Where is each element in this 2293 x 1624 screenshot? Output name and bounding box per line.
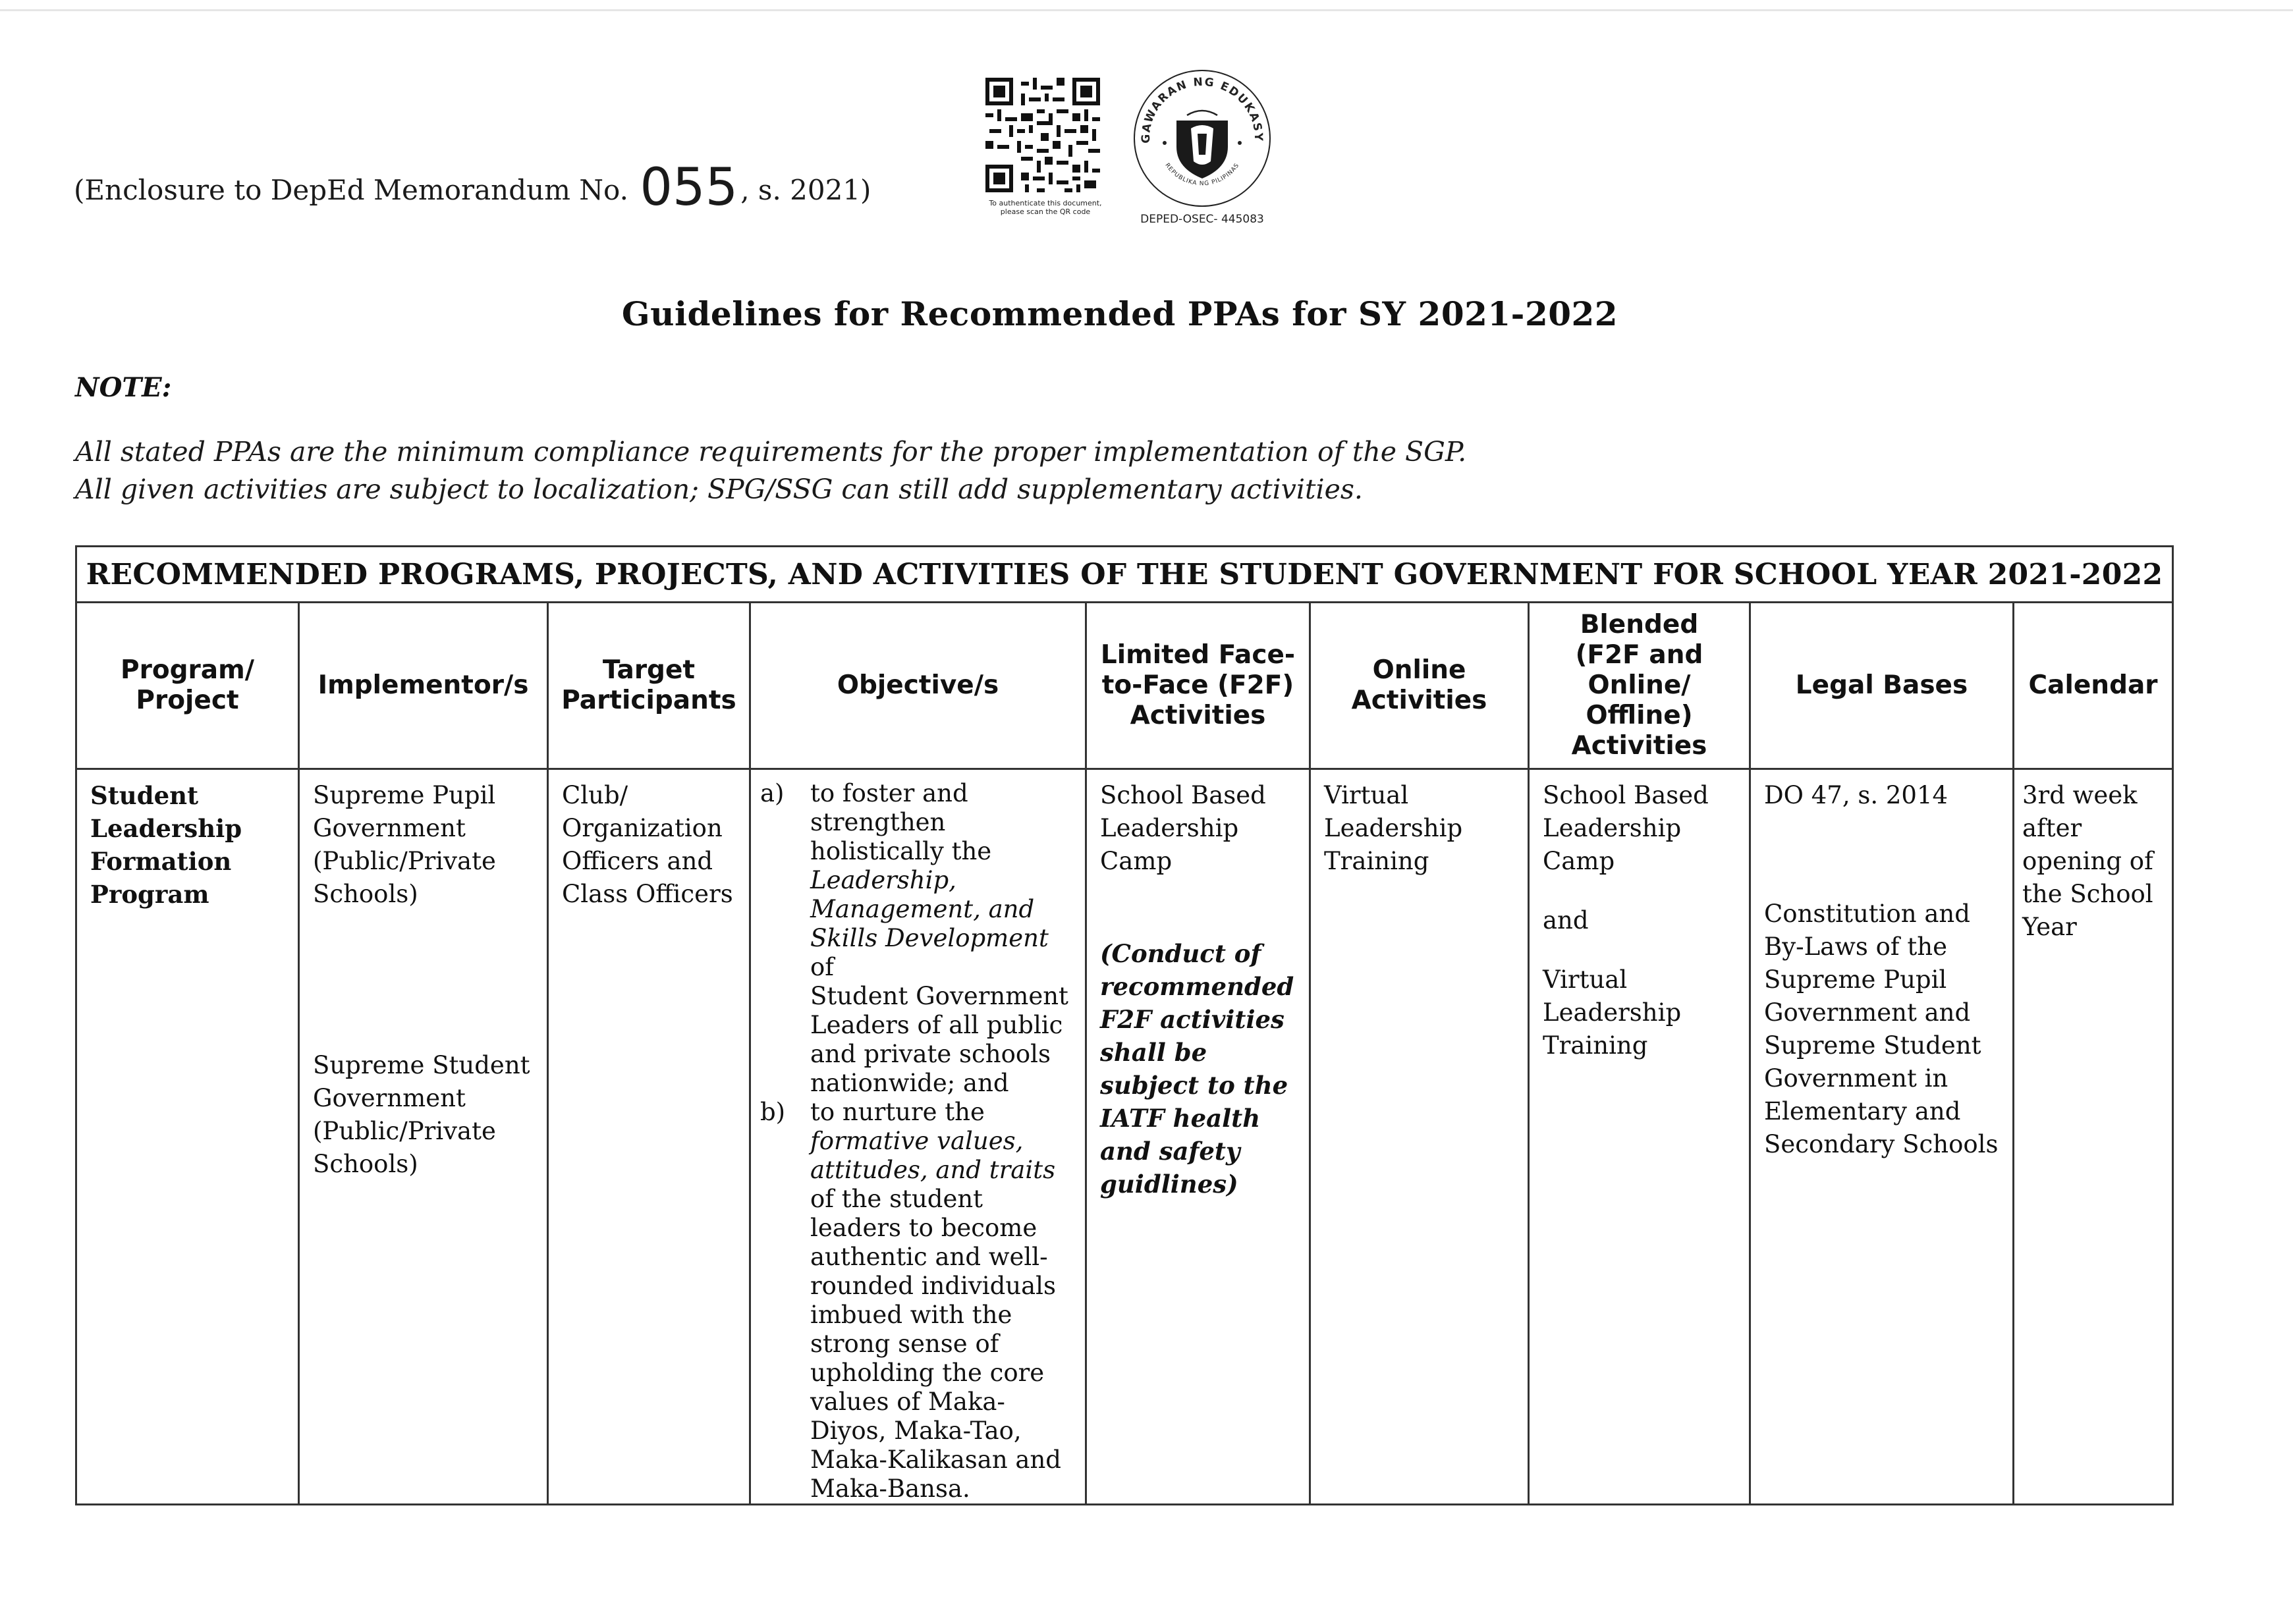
cell-line: 3rd week	[2022, 781, 2138, 809]
seal-ring-text: GAWARAN NG EDUKASY	[1139, 75, 1265, 144]
cell-line: Leadership	[1543, 998, 1682, 1027]
enclosure-prefix: (Enclosure to DepEd Memorandum No.	[74, 174, 628, 206]
cell-line: guidlines)	[1100, 1170, 1238, 1199]
cell-line: Leaders of all public	[810, 1011, 1063, 1039]
cell-f2f-activities	[1086, 769, 1310, 1505]
seal-bottom-text: REPUBLIKA NG PILIPINAS	[1163, 162, 1241, 188]
cell-line: Secondary Schools	[1764, 1130, 1999, 1158]
header-legal-bases	[1750, 603, 2014, 769]
qr-caption	[976, 199, 1115, 216]
cell-line: Leadership	[1100, 814, 1239, 842]
cell-line: Virtual	[1543, 965, 1628, 994]
header-line: Activities	[1571, 731, 1707, 761]
deped-seal-block	[1120, 63, 1285, 226]
cell-line: authentic and well-	[810, 1243, 1048, 1271]
cell-line: Maka-Bansa.	[810, 1475, 970, 1503]
header-line: Project	[136, 686, 239, 715]
cell-line: and safety	[1100, 1137, 1240, 1166]
cell-line: upholding the core	[810, 1359, 1045, 1387]
cell-line: Management, and	[810, 895, 1035, 923]
cell-online-activities	[1310, 769, 1529, 1505]
cell-line: Supreme Pupil	[313, 781, 496, 809]
header-objectives	[750, 603, 1086, 769]
header-line: Program/	[121, 655, 254, 685]
memo-number: 055	[640, 158, 738, 217]
objective-marker: a)	[760, 779, 785, 807]
deped-seal-icon	[1126, 63, 1278, 214]
header-line: Legal Bases	[1795, 670, 1968, 700]
header-line: Implementor/s	[318, 670, 529, 700]
table-header-row	[76, 603, 2173, 769]
note-label: NOTE:	[75, 372, 172, 403]
cell-implementor	[299, 769, 548, 1505]
cell-line: and	[1543, 906, 1589, 934]
f2f-conduct-note	[1100, 937, 1301, 1201]
qr-caption-line: please scan the QR code	[1000, 207, 1091, 216]
header-line: Calendar	[2028, 670, 2158, 700]
cell-line: Diyos, Maka-Tao,	[810, 1417, 1022, 1445]
cell-line: formative values,	[810, 1127, 1024, 1155]
cell-line: Leadership,	[810, 866, 956, 894]
cell-line: imbued with the	[810, 1301, 1012, 1329]
objective-text	[810, 779, 1077, 1098]
scan-edge-line	[0, 9, 2293, 11]
cell-line: (Public/Private	[313, 847, 496, 875]
cell-line: Formation	[90, 847, 232, 876]
cell-line: Supreme Student	[313, 1051, 530, 1079]
header-line: (F2F and	[1575, 640, 1703, 670]
note-line: All given activities are subject to localization; SPG/SSG can still add supplementary activities.	[75, 474, 1363, 505]
cell-line: Organization	[562, 814, 723, 842]
header-calendar	[2014, 603, 2173, 769]
cell-line: Leadership	[1324, 814, 1463, 842]
objective-list	[760, 779, 1077, 1503]
cell-objectives	[750, 769, 1086, 1505]
header-line: Blended	[1580, 610, 1699, 639]
cell-line: Leadership	[90, 814, 242, 843]
qr-code-icon	[985, 78, 1100, 192]
cell-line: Year	[2022, 913, 2077, 941]
header-line: Online	[1372, 655, 1466, 685]
cell-program	[76, 769, 299, 1505]
note-line: All stated PPAs are the minimum compliance requirements for the proper implementation of the SGP.	[75, 436, 1467, 468]
cell-line: Training	[1324, 847, 1429, 875]
header-line: Activities	[1130, 701, 1266, 730]
cell-line: Schools)	[313, 1150, 418, 1178]
cell-line: to foster and	[810, 779, 968, 807]
enclosure-reference	[74, 158, 871, 217]
header-implementor	[299, 603, 548, 769]
cell-legal-bases	[1750, 769, 2014, 1505]
cell-line: the School	[2022, 880, 2153, 908]
cell-line: holistically the	[810, 837, 992, 865]
cell-line: Supreme Pupil	[1764, 965, 1947, 994]
qr-caption-line: To authenticate this document,	[989, 199, 1102, 207]
cell-line: DO 47, s. 2014	[1764, 781, 1948, 809]
table-banner: RECOMMENDED PROGRAMS, PROJECTS, AND ACTIVITIES OF THE STUDENT GOVERNMENT FOR SCHOOL YEAR 2021-2022	[76, 547, 2173, 603]
objective-item-b	[760, 1098, 1077, 1503]
cell-line: Government and	[1764, 998, 1971, 1027]
table-banner-row	[76, 547, 2173, 603]
header-line: Activities	[1351, 686, 1487, 715]
cell-line: after	[2022, 814, 2082, 842]
cell-target-participants	[548, 769, 750, 1505]
enclosure-suffix: , s. 2021)	[740, 174, 871, 206]
cell-line: rounded individuals	[810, 1272, 1056, 1300]
header-program	[76, 603, 299, 769]
qr-code-block	[976, 78, 1115, 216]
cell-line: Schools)	[313, 880, 418, 908]
objective-item-a	[760, 779, 1077, 1098]
cell-line: recommended	[1100, 972, 1294, 1001]
header-line: Limited Face-	[1100, 640, 1296, 670]
cell-line: Program	[90, 880, 209, 909]
cell-line: (Public/Private	[313, 1117, 496, 1145]
cell-line: Class Officers	[562, 880, 733, 908]
cell-line: opening of	[2022, 847, 2153, 875]
emphasis-text: Skills Development	[810, 924, 1049, 952]
header-target-participants	[548, 603, 750, 769]
cell-line: shall be	[1100, 1038, 1207, 1067]
table-row	[76, 769, 2173, 1505]
cell-line: Student Government	[810, 982, 1068, 1010]
header-f2f-activities	[1086, 603, 1310, 769]
cell-line: leaders to become	[810, 1214, 1037, 1242]
cell-line: Student	[90, 781, 199, 810]
cell-line: Elementary and	[1764, 1097, 1961, 1125]
cell-line: Club/	[562, 781, 628, 809]
cell-line: Government	[313, 814, 466, 842]
note-text	[75, 433, 1466, 508]
header-line: Offline)	[1586, 701, 1693, 730]
cell-line: strong sense of	[810, 1330, 999, 1358]
cell-line: School Based	[1543, 781, 1709, 809]
header-line: to-Face (F2F)	[1101, 670, 1294, 700]
cell-line: IATF health	[1100, 1104, 1261, 1133]
plain-text: of	[810, 953, 834, 981]
cell-line: of the student	[810, 1185, 983, 1213]
cell-line: Government in	[1764, 1064, 1948, 1093]
cell-line: Government	[313, 1084, 466, 1112]
cell-line: Maka-Kalikasan and	[810, 1446, 1061, 1474]
cell-line: Training	[1543, 1031, 1648, 1060]
cell-line: Camp	[1100, 847, 1173, 875]
cell-blended-activities	[1529, 769, 1750, 1505]
cell-line: attitudes, and traits	[810, 1156, 1056, 1184]
cell-line: to nurture the	[810, 1098, 985, 1126]
header-line: Target	[602, 655, 696, 685]
cell-line: Camp	[1543, 847, 1615, 875]
cell-line: nationwide; and	[810, 1069, 1009, 1097]
header-online-activities	[1310, 603, 1529, 769]
cell-line: By-Laws of the	[1764, 933, 1947, 961]
cell-line	[810, 924, 1077, 982]
cell-line: Leadership	[1543, 814, 1682, 842]
header-line: Participants	[561, 686, 736, 715]
cell-calendar	[2014, 769, 2173, 1505]
cell-line: strengthen	[810, 808, 946, 836]
cell-line: subject to the	[1100, 1071, 1288, 1100]
cell-line: School Based	[1100, 781, 1266, 809]
ppa-table	[75, 545, 2174, 1505]
cell-line: Virtual	[1324, 781, 1409, 809]
seal-document-code: DEPED-OSEC- 445083	[1140, 213, 1264, 226]
document-title: Guidelines for Recommended PPAs for SY 2021-2022	[621, 294, 1618, 333]
objective-marker: b)	[760, 1098, 786, 1126]
cell-line: (Conduct of	[1100, 939, 1261, 968]
cell-line: Supreme Student	[1764, 1031, 1981, 1060]
header-line: Objective/s	[837, 670, 999, 700]
cell-line: F2F activities	[1100, 1005, 1285, 1034]
cell-line: Officers and	[562, 847, 713, 875]
cell-line: values of Maka-	[810, 1388, 1005, 1416]
header-line: Online/	[1588, 670, 1691, 700]
cell-line: Constitution and	[1764, 900, 1970, 928]
objective-text	[810, 1098, 1077, 1503]
header-blended-activities	[1529, 603, 1750, 769]
cell-line: and private schools	[810, 1040, 1051, 1068]
